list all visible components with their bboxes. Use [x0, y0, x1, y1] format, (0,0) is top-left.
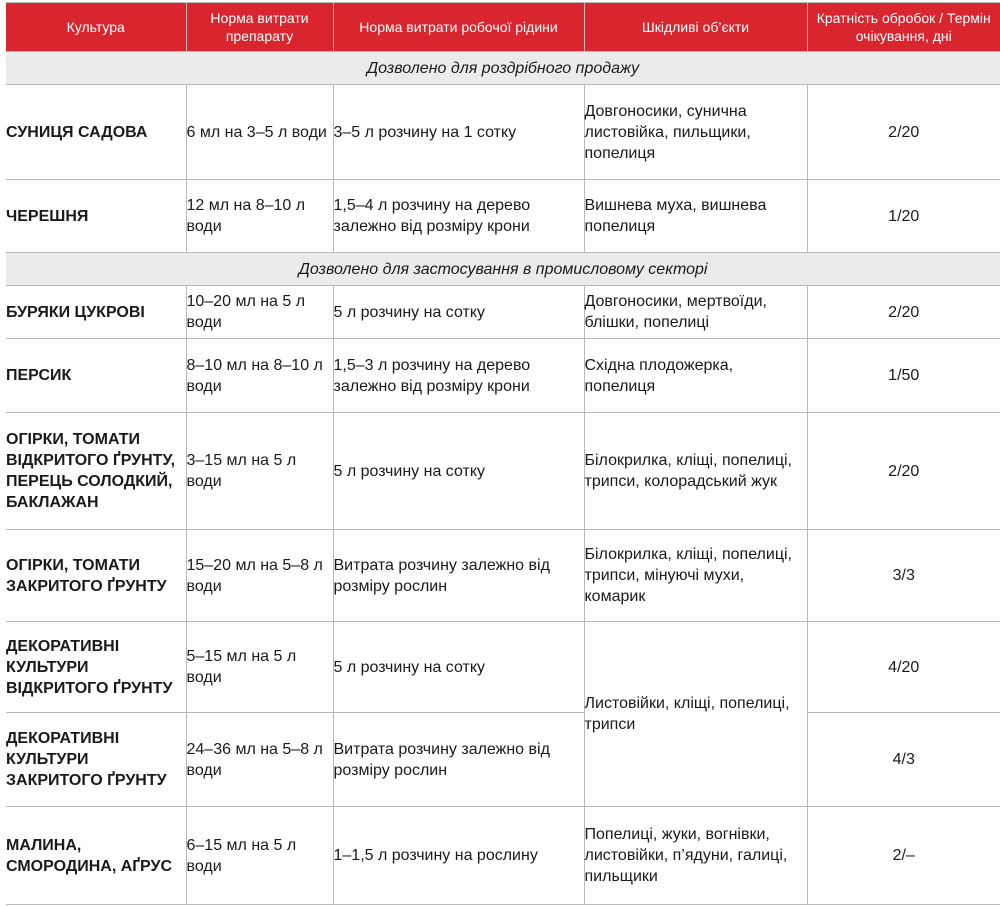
table-row — [6, 413, 1000, 530]
crop-cell: ОГІРКИ, ТОМАТИ ЗАКРИТОГО ҐРУНТУ — [6, 530, 186, 622]
table-row — [6, 713, 1000, 807]
liquid-cell: 5 л розчину на сотку — [333, 413, 584, 530]
header-row — [6, 3, 1000, 52]
pests-cell: Білокрилка, кліщі, попелиці, трипси, мінуючі мухи, комарик — [584, 530, 807, 622]
pests-cell: Вишнева муха, вишнева попелиця — [584, 180, 807, 253]
rate-cell: 15–20 мл на 5–8 л води — [186, 530, 333, 622]
rate-cell: 12 мл на 8–10 л води — [186, 180, 333, 253]
multiplicity-cell: 1/20 — [807, 180, 1000, 253]
section-industrial: Дозволено для застосування в промисловому секторі — [6, 253, 1000, 286]
multiplicity-cell: 2/– — [807, 807, 1000, 905]
header-pests: Шкідливі об’єкти — [584, 3, 807, 52]
rate-cell: 5–15 мл на 5 л води — [186, 622, 333, 713]
crop-cell: МАЛИНА, СМОРОДИНА, АҐРУС — [6, 807, 186, 905]
crop-cell: БУРЯКИ ЦУКРОВІ — [6, 286, 186, 339]
rate-cell: 24–36 мл на 5–8 л води — [186, 713, 333, 807]
liquid-cell: 1,5–3 л розчину на дерево залежно від розміру крони — [333, 339, 584, 413]
rate-cell: 8–10 мл на 8–10 л води — [186, 339, 333, 413]
multiplicity-cell: 1/50 — [807, 339, 1000, 413]
liquid-cell: Витрата розчину залежно від розміру рослин — [333, 713, 584, 807]
liquid-cell: 5 л розчину на сотку — [333, 286, 584, 339]
crop-cell: СУНИЦЯ САДОВА — [6, 85, 186, 180]
multiplicity-cell: 4/20 — [807, 622, 1000, 713]
header-liquid-rate: Норма витрати робочої рідини — [333, 3, 584, 52]
table-row — [6, 85, 1000, 180]
multiplicity-cell: 2/20 — [807, 85, 1000, 180]
pests-cell: Довгоносики, сунична листовійка, пильщики, попелиця — [584, 85, 807, 180]
liquid-cell: 3–5 л розчину на 1 сотку — [333, 85, 584, 180]
pesticide-usage-table — [6, 2, 1000, 905]
rate-cell: 10–20 мл на 5 л води — [186, 286, 333, 339]
table-row — [6, 807, 1000, 905]
rate-cell: 6–15 мл на 5 л води — [186, 807, 333, 905]
header-crop: Культура — [6, 3, 186, 52]
table-row — [6, 339, 1000, 413]
pests-cell: Довгоносики, мертвоїди, блішки, попелиці — [584, 286, 807, 339]
multiplicity-cell: 3/3 — [807, 530, 1000, 622]
multiplicity-cell: 4/3 — [807, 713, 1000, 807]
multiplicity-cell: 2/20 — [807, 286, 1000, 339]
liquid-cell: 1,5–4 л розчину на дерево залежно від розміру крони — [333, 180, 584, 253]
table-row — [6, 622, 1000, 713]
rate-cell: 3–15 мл на 5 л води — [186, 413, 333, 530]
header-treatments-waiting: Кратність обробок / Термін очікування, дні — [807, 3, 1000, 52]
crop-cell: ДЕКОРАТИВНІ КУЛЬТУРИ ВІДКРИТОГО ҐРУНТУ — [6, 622, 186, 713]
crop-cell: ПЕРСИК — [6, 339, 186, 413]
section-retail: Дозволено для роздрібного продажу — [6, 52, 1000, 85]
header-product-rate: Норма витрати препарату — [186, 3, 333, 52]
section-row — [6, 253, 1000, 286]
table-row — [6, 530, 1000, 622]
table-row — [6, 180, 1000, 253]
crop-cell: ЧЕРЕШНЯ — [6, 180, 186, 253]
pests-cell: Східна плодожерка, попелиця — [584, 339, 807, 413]
liquid-cell: 5 л розчину на сотку — [333, 622, 584, 713]
rate-cell: 6 мл на 3–5 л води — [186, 85, 333, 180]
crop-cell: ОГІРКИ, ТОМАТИ ВІДКРИТОГО ҐРУНТУ, ПЕРЕЦЬ СОЛОДКИЙ, БАКЛАЖАН — [6, 413, 186, 530]
multiplicity-cell: 2/20 — [807, 413, 1000, 530]
pests-cell: Попелиці, жуки, вогнівки, листовійки, п’ядуни, галиці, пильщики — [584, 807, 807, 905]
pests-cell: Листовійки, кліщі, попелиці, трипси — [584, 622, 807, 807]
table-row — [6, 286, 1000, 339]
crop-cell: ДЕКОРАТИВНІ КУЛЬТУРИ ЗАКРИТОГО ҐРУНТУ — [6, 713, 186, 807]
section-row — [6, 52, 1000, 85]
liquid-cell: Витрата розчину залежно від розміру рослин — [333, 530, 584, 622]
liquid-cell: 1–1,5 л розчину на рослину — [333, 807, 584, 905]
pests-cell: Білокрилка, кліщі, попелиці, трипси, колорадський жук — [584, 413, 807, 530]
